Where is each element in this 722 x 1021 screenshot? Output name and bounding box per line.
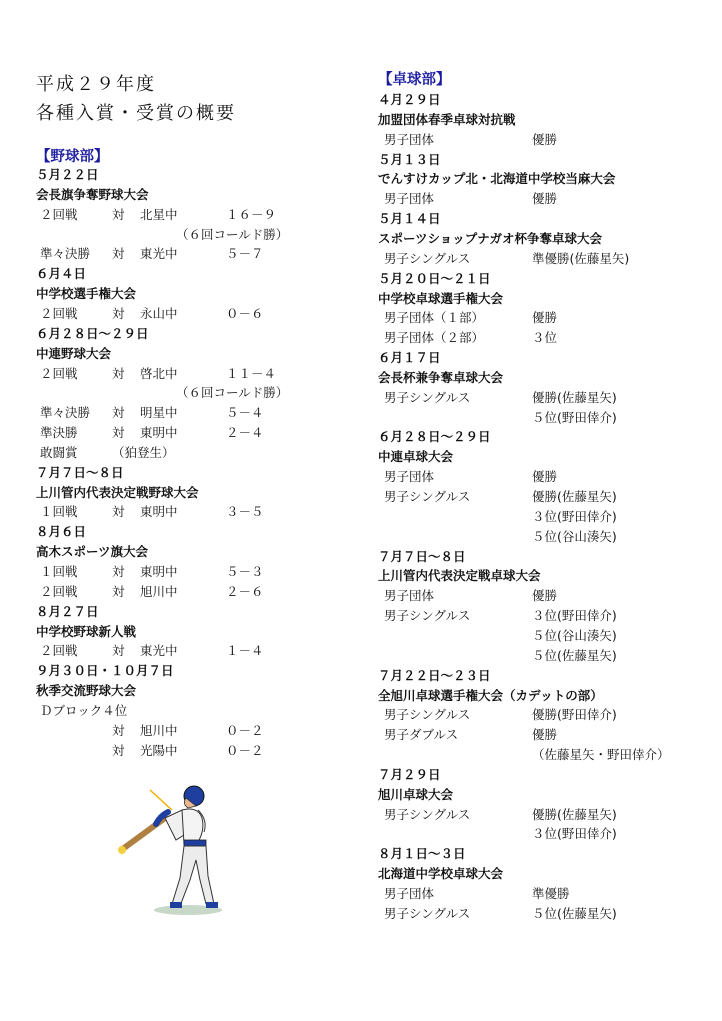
result-cell: Ｄブロック４位 [40,702,128,718]
result-cell: 東明中 [140,504,178,520]
result-cell: 中学校卓球選手権大会 [378,290,504,306]
result-cell: ２回戦 [40,583,78,599]
result-cell: 対 [112,643,125,659]
result-cell: 高木スポーツ旗大会 [36,544,149,560]
result-cell: ２－６ [226,583,264,599]
result-cell: 東明中 [140,425,178,441]
result-cell: 上川管内代表決定戦野球大会 [36,484,199,500]
result-cell: ０－６ [226,305,264,321]
result-cell: ８月６日 [36,524,87,540]
result-cell: 中学校野球新人戦 [36,623,137,639]
result-cell: ９月３０日・１０月７日 [36,663,174,679]
result-cell: ８月１日～３日 [378,846,466,862]
result-cell: 優勝(佐藤星矢) [532,806,617,822]
result-cell: 秋季交流野球大会 [36,683,137,699]
result-cell: １－４ [226,643,264,659]
result-cell: 準々決勝 [40,405,91,421]
result-cell: 北海道中学校卓球大会 [378,866,504,882]
result-cell: ５位(野田倖介) [532,409,617,425]
result-cell: 明星中 [140,405,178,421]
result-cell: ８月２７日 [36,603,99,619]
result-cell: 加盟団体春季卓球対抗戦 [378,111,516,127]
result-cell: ５位(谷山湊矢) [532,627,617,643]
result-cell: ３位(野田倖介) [532,508,617,524]
result-cell: 男子シングルス [384,489,471,504]
result-cell: 対 [112,305,125,321]
result-cell: 対 [112,365,125,381]
result-cell: ７月７日～８日 [378,548,466,564]
result-cell: 男子団体 [384,469,435,485]
result-cell: 対 [112,722,125,738]
result-cell: 北星中 [140,206,178,222]
result-cell: 男子シングルス [384,608,471,624]
result-cell: 男子シングルス [384,905,471,921]
page-subtitle: 各種入賞・受賞の概要 [36,103,236,124]
result-cell: 全旭川卓球選手権大会（カデットの部） [378,687,603,703]
result-cell: ４月２９日 [378,92,441,107]
result-cell: ６月２８日～２９日 [36,325,149,341]
result-cell: 優勝(佐藤星矢) [532,489,617,504]
result-cell: １６－９ [226,206,277,222]
result-cell: 会長杯兼争奪卓球大会 [378,369,504,385]
result-cell: 男子団体（２部） [384,330,485,346]
result-cell: 光陽中 [140,742,178,758]
result-cell: スポーツショップナガオ杯争奪卓球大会 [378,230,603,246]
result-cell: １回戦 [40,564,78,579]
result-cell: 優勝 [532,131,558,147]
result-cell: 対 [112,564,125,579]
result-cell: ０－２ [226,722,264,738]
result-cell: １回戦 [40,504,78,520]
baseball-batter-illustration [110,770,250,920]
result-cell: ５月１４日 [378,211,441,227]
result-cell: ２－４ [226,425,264,441]
result-cell: １１－４ [226,365,277,381]
result-cell: 準決勝 [40,425,78,441]
result-cell: 男子団体（１部） [384,310,485,326]
result-cell: （狛登生） [112,444,175,460]
result-cell: 啓北中 [140,365,178,381]
result-cell: ３位 [532,330,558,346]
result-cell: 東明中 [140,564,178,579]
result-cell: 男子シングルス [384,250,471,266]
result-cell: 中学校選手権大会 [36,286,137,302]
result-cell: 敢闘賞 [40,444,78,460]
result-cell: ６月１７日 [378,350,441,366]
result-cell: 準優勝(佐藤星矢) [532,250,630,266]
result-cell: ６月４日 [36,266,87,282]
result-cell: 永山中 [140,305,178,321]
result-cell: ０－２ [226,742,264,758]
result-cell: ５位(谷山湊矢) [532,528,617,544]
result-cell: 準々決勝 [40,246,91,262]
result-cell: 優勝(佐藤星矢) [532,389,617,405]
result-cell: （佐藤星矢・野田倖介） [532,747,670,763]
result-cell: ５－７ [226,246,264,262]
result-cell: 優勝 [532,469,558,485]
result-cell: 優勝 [532,727,558,743]
result-cell: ５位(佐藤星矢) [532,647,617,663]
result-cell: 男子団体 [384,191,435,207]
result-cell: 中連野球大会 [36,345,112,361]
result-cell: ２回戦 [40,365,78,381]
result-cell: 旭川中 [140,583,178,599]
result-cell: 上川管内代表決定戦卓球大会 [378,568,541,584]
result-cell: ２回戦 [40,643,78,659]
result-cell: 優勝 [532,310,558,326]
result-cell: 優勝 [532,588,558,604]
result-cell: でんすけカップ北・北海道中学校当麻大会 [378,171,616,187]
result-cell: ７月７日～８日 [36,464,124,480]
result-cell: ３位(野田倖介) [532,608,617,624]
result-cell: 準優勝 [532,886,570,901]
result-cell: 対 [112,583,125,599]
result-cell: 東光中 [140,246,178,262]
result-cell: 対 [112,405,125,421]
result-cell: ５－４ [226,405,264,421]
result-cell: ７月２２日～２３日 [378,667,491,683]
result-cell: 男子ダブルス [384,727,459,743]
result-cell: 男子団体 [384,588,435,604]
result-cell: 東光中 [140,643,178,659]
result-cell: 対 [112,206,125,222]
result-cell: 男子シングルス [384,806,471,822]
result-cell: 優勝 [532,191,558,207]
result-cell: 対 [112,504,125,520]
result-cell: 旭川中 [140,722,178,738]
result-cell: 対 [112,742,125,758]
result-cell: 男子団体 [384,886,435,901]
result-cell: 旭川卓球大会 [378,786,454,802]
baseball-section-heading: 【野球部】 [36,149,109,165]
result-cell: ２回戦 [40,206,78,222]
result-cell: 対 [112,425,125,441]
page-title: 平成２９年度 [36,74,156,95]
result-cell: 中連卓球大会 [378,449,454,465]
result-cell: ３－５ [226,504,264,520]
result-cell: ５月２２日 [36,167,99,182]
result-cell: ７月２９日 [378,766,441,782]
result-cell: ３位(野田倖介) [532,826,617,842]
result-cell: ５位(佐藤星矢) [532,905,617,921]
table-tennis-section-heading: 【卓球部】 [378,72,451,88]
result-cell: 男子シングルス [384,707,471,723]
result-cell: （６回コールド勝） [176,385,289,401]
result-cell: ２回戦 [40,305,78,321]
result-cell: 会長旗争奪野球大会 [36,186,149,202]
result-cell: ６月２８日～２９日 [378,429,491,445]
result-cell: 優勝(野田倖介) [532,707,617,723]
result-cell: （６回コールド勝） [176,226,289,242]
result-cell: ５月２０日～２１日 [378,270,491,286]
result-cell: ５月１３日 [378,151,441,167]
result-cell: ５－３ [226,564,264,579]
result-cell: 男子シングルス [384,389,471,405]
result-cell: 対 [112,246,125,262]
result-cell: 男子団体 [384,131,435,147]
